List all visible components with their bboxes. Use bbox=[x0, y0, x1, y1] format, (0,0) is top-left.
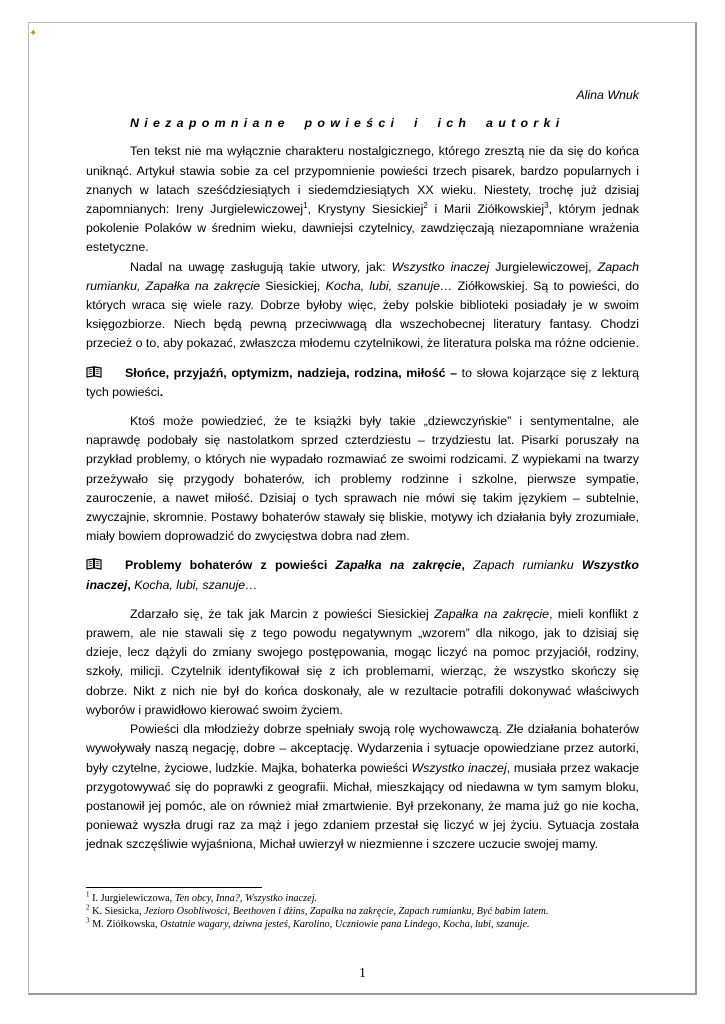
footnote-number: 1 bbox=[86, 890, 90, 899]
book-title: Wszystko inaczej bbox=[411, 760, 507, 775]
text-run: Ziółkowskiej. Są to powieści, do których wraca się wiele razy. Dobrze byłoby więc, żeby polskie biblioteki posiadały je w swoim księgozbiorze. Niech będą pewną przeciwwagą dla wszechobecnej literatury fantasy. Chodzi przecież o to, aby pokazać, zwłaszcza młodemu czytelnikowi, że literatura polska ma różne odcienie. bbox=[86, 278, 640, 351]
text-run: , musiała przez wakacje przygotowywać się do poprawki z geografii. Michał, mieszkający od niedawna w tym samym bloku, postanowił jej pomóc, ale on również miał zmartwienie. Był przekonany, że mama już go nie kocha, ponieważ wyszła drugi raz za mąż i jego zdaniem przestał się liczyć w jej życiu. Sytuacja została jednak szczęśliwie wyjaśniona, Michał uwierzył w niezmienne i szczere uczucie swojej mamy. bbox=[86, 760, 639, 852]
text-run: to słowa kojarzące się z lekturą tych powieści bbox=[86, 365, 639, 399]
footnote-ref-2: 2 bbox=[423, 200, 428, 210]
book-title: Zapach rumianku, Zapałka na zakręcie bbox=[86, 259, 639, 293]
footnote-works: Ostatnie wagary, dziwna jesteś, Karolino, Uczniowie pana Lindego, Kocha, lubi, szanuje. bbox=[160, 919, 530, 930]
section-1-heading bbox=[86, 364, 639, 402]
footnote-author: K. Siesicka, bbox=[89, 906, 145, 917]
book-title: Wszystko inaczej bbox=[86, 558, 639, 592]
footnote-author: I. Jurgielewiczowa, bbox=[89, 893, 175, 904]
footnote-author: M. Ziółkowska, bbox=[89, 919, 161, 930]
section-2-heading bbox=[86, 556, 639, 594]
footnote-ref-1: 1 bbox=[303, 200, 308, 210]
footnote-works: Jezioro Osobliwości, Beethoven i dżins, Zapałka na zakręcie, Zapach rumianku, Być babim latem. bbox=[144, 906, 549, 917]
section-1-paragraph: Ktoś może powiedzieć, że te książki były takie „dziewczyńskie” i sentymentalne, ale naprawdę podobały się nastolatkom sprzed czterdziestu – trzydziestu lat. Pisarki poruszały na przykład problemy, o których nie wypadało rozmawiać ze swoimi rodzicami. Z wypiekami na twarzy przeżywało się przygody bohaterów, ich problemy rodzinne i szkolne, pierwsze sympatie, zauroczenie, a nawet miłość. Dzisiaj o tych sprawach nie mówi się takim językiem – subtelnie, zwyczajnie, skromnie. Postawy bohaterów stawały się bliskie, motywy ich działania były zrozumiałe, miały bowiem doprowadzić do zwycięstwa dobra nad złem. bbox=[86, 414, 639, 544]
open-book-icon bbox=[86, 366, 102, 378]
intro-paragraph-1 bbox=[86, 142, 639, 257]
text-run: , Krystyny Siesickiej bbox=[307, 202, 424, 217]
footnote-works: Ten obcy, Inna?, Wszystko inaczej. bbox=[174, 893, 318, 904]
text-run: Siesickiej, bbox=[260, 278, 326, 293]
text-run: Zdarzało się, że tak jak Marcin z powieści Siesickiej bbox=[130, 606, 435, 621]
book-title: Kocha, lubi, szanuje… bbox=[134, 577, 258, 592]
book-title: Zapałka na zakręcie bbox=[434, 606, 550, 621]
footnote-number: 2 bbox=[86, 903, 90, 912]
text-run: Powieści dla młodzieży dobrze spełniały swoją rolę wychowawczą. Złe działania bohaterów wywoływały naszą negację, dobre – akceptację. Wydarzenia i sytuacje opowiedziane przez autorki, były czytelne, życiowe, ludzkie. Majka, bohaterka powieści bbox=[86, 722, 639, 775]
book-title: Zapałka na zakręcie bbox=[335, 558, 462, 573]
text-run: , bbox=[127, 577, 135, 592]
open-book-icon bbox=[86, 558, 102, 570]
book-title: Kocha, lubi, szanuje… bbox=[325, 278, 453, 293]
text-run: Jurgielewiczowej, bbox=[489, 259, 598, 274]
footnote-3 bbox=[86, 918, 639, 931]
book-title: Wszystko inaczej bbox=[391, 259, 490, 274]
text-run bbox=[574, 558, 582, 572]
text-run: Problemy bohaterów z powieści bbox=[125, 558, 336, 573]
author-name: Alina Wnuk bbox=[576, 88, 639, 102]
section-1-keywords: Słońce, przyjaźń, optymizm, nadzieja, rodzina, miłość – bbox=[125, 365, 458, 380]
section-2-paragraph-1 bbox=[86, 605, 639, 720]
footnotes bbox=[86, 887, 639, 931]
footnote-1 bbox=[86, 892, 639, 905]
text-run: , bbox=[461, 558, 474, 573]
text-run: i Marii Ziółkowskiej bbox=[427, 202, 545, 217]
text-run: , mieli konflikt z prawem, ale nie stawali się z tego powodu negatywnym „wzorem” dla nikogo, jak to dzisiaj się dzieje, lecz dążyli do zmiany swojego postępowania, mogąc liczyć na pomoc przyjaciół, rodziny, szkoły, milicji. Czytelnik identyfikował się z ich problemami, wierząc, że wszystko skończy się dobrze. Nikt z nich nie był do końca doskonały, ale w rezultacie potrafili dokonywać właściwych wyborów i prawidłowo kierować swoim życiem. bbox=[86, 606, 640, 717]
footnote-number: 3 bbox=[86, 916, 90, 925]
footnote-separator bbox=[86, 887, 262, 888]
text-run: Nadal na uwagę zasługują takie utwory, jak: bbox=[130, 259, 392, 274]
footnote-ref-3: 3 bbox=[544, 200, 549, 210]
document-title: Niezapomniane powieści i ich autorki bbox=[130, 116, 565, 131]
intro-paragraph-2 bbox=[86, 258, 639, 354]
book-title: Zapach rumianku bbox=[473, 558, 574, 573]
text-run: Ten tekst nie ma wyłącznie charakteru nostalgicznego, którego zresztą nie da się do końca uniknąć. Artykuł stawia sobie za cel przypomnienie powieści trzech pisarek, bardzo popularnych i znanych w latach sześćdziesiątych i siedemdziesiątych XX wieku. Niestety, trochę już dzisiaj zapomnianych: Ireny Jurgielewiczowej bbox=[86, 144, 639, 217]
text-run: , którym jednak pokolenie Polaków w średnim wieku, dawniejsi czytelnicy, zawdzięczają niezapomniane wrażenia estetyczne. bbox=[86, 202, 639, 255]
text-run: . bbox=[159, 384, 164, 399]
section-2-paragraph-2 bbox=[86, 720, 639, 854]
footnote-2 bbox=[86, 905, 639, 918]
corner-mark-icon: ✦ bbox=[29, 28, 38, 39]
document-body bbox=[86, 86, 639, 855]
page-number: 1 bbox=[359, 966, 366, 981]
